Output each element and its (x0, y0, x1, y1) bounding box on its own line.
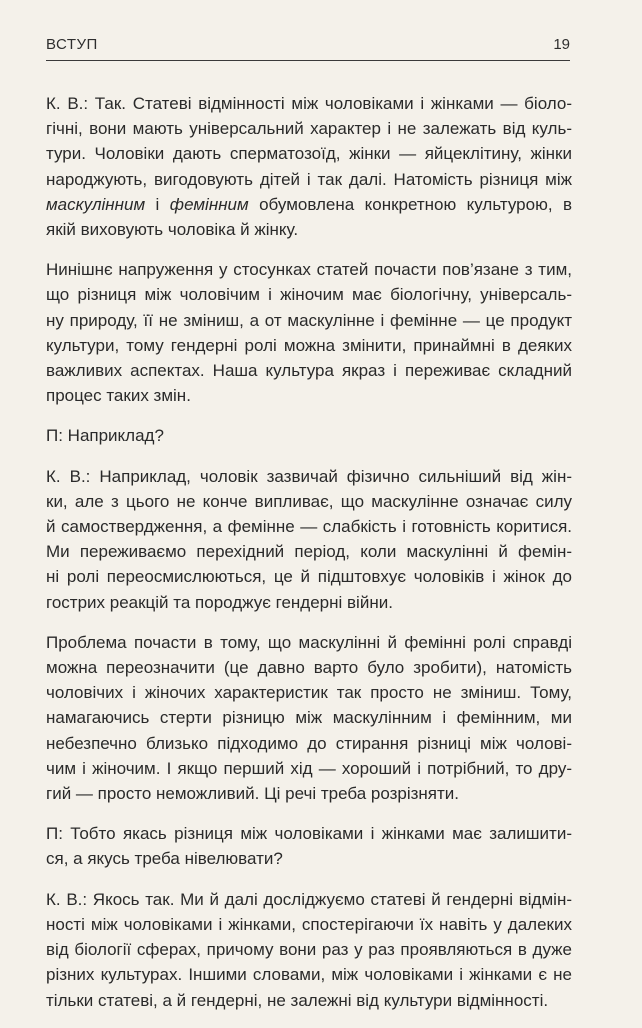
text-line: К. В.: Так. Статеві відмінності між чоловіками і жінками — біоло- (46, 94, 572, 113)
text-line: Нинішнє напруження у стосунках статей почасти пов’язане з тим, (46, 260, 572, 280)
body-text (46, 91, 572, 1028)
text-line: процес таких змін. (46, 386, 191, 406)
text-line: гий — просто неможливий. Ці речі треба розрізняти. (46, 784, 460, 804)
text-line: ся, а якусь треба нівелювати? (46, 849, 283, 869)
paragraph (46, 464, 572, 615)
text-line: можна переозначити (це давно варто було зробити), натомість (46, 658, 572, 678)
text-line: якій виховують чоловіка й жінку. (46, 220, 299, 240)
paragraph (46, 423, 572, 448)
text-line: тільки статеві, а й гендерні, не залежні від культури відмінності. (46, 990, 549, 1010)
text-line: чим і жіночим. І якщо перший хід — хороший і потрібний, то дру- (46, 758, 572, 778)
paragraph (46, 887, 572, 1013)
text-line: ні ролі переосмислюються, це й підштовхує чоловіків і жінок до (46, 567, 572, 587)
text-line: небезпечно близько підходимо до стирання різниці між чолові- (46, 733, 572, 753)
paragraph (46, 630, 572, 806)
paragraph (46, 91, 572, 242)
page-header (46, 36, 570, 61)
text-line: ну природу, її не зміниш, а от маскулінне і фемінне — це продукт (46, 310, 572, 330)
text-line: й самоствердження, а фемінне — слабкість і готовність коритися. (46, 517, 572, 537)
page-number: 19 (553, 36, 570, 53)
text-line: Ми переживаємо перехідний період, коли маскулінні й фемін- (46, 542, 572, 562)
text-line: культури, тому гендерні ролі можна змінити, принаймні в деяких (46, 335, 572, 355)
text-line: що різниця між чоловічим і жіночим має біологічну, універсаль- (46, 285, 572, 305)
text-line: маскулінним і фемінним обумовлена конкретною культурою, в (46, 194, 572, 214)
text-line: ності між чоловіками і жінками, спостерігаючи їх навіть у далеких (46, 914, 572, 934)
text-line: від біології сферах, причому вони раз у раз проявляються в дуже (46, 940, 572, 960)
text-line: народжують, вигодовують дітей і так далі. Натомість різниця між (46, 169, 572, 189)
text-line: К. В.: Наприклад, чоловік зазвичай фізично сильніший від жін- (46, 466, 572, 486)
text-line: П: Наприклад? (46, 426, 164, 446)
paragraph (46, 257, 572, 408)
text-line: намагаючись стерти різницю між маскулінним і фемінним, ми (46, 708, 572, 728)
text-line: П: Тобто якась різниця між чоловіками і жінками має залишити- (46, 824, 572, 844)
paragraph (46, 821, 572, 871)
text-line: тури. Чоловіки дають сперматозоїд, жінки — яйцеклітину, жінки (46, 144, 572, 164)
text-line: Проблема почасти в тому, що маскулінні й фемінні ролі справді (46, 632, 572, 652)
text-line: гострих реакцій та породжує гендерні війни. (46, 592, 393, 612)
text-line: чоловічих і жіночих характеристик так просто не зміниш. Тому, (46, 683, 572, 703)
text-line: ки, але з цього не конче випливає, що маскулінне означає силу (46, 491, 572, 511)
running-head: ВСТУП (46, 36, 98, 53)
text-line: різних культурах. Іншими словами, між чоловіками і жінками є не (46, 965, 572, 985)
text-line: гічні, вони мають універсальний характер і не залежать від куль- (46, 119, 572, 139)
text-line: важливих аспектах. Наша культура якраз і переживає складний (46, 361, 572, 381)
text-line: К. В.: Якось так. Ми й далі досліджуємо статеві й гендерні відмін- (46, 889, 572, 909)
